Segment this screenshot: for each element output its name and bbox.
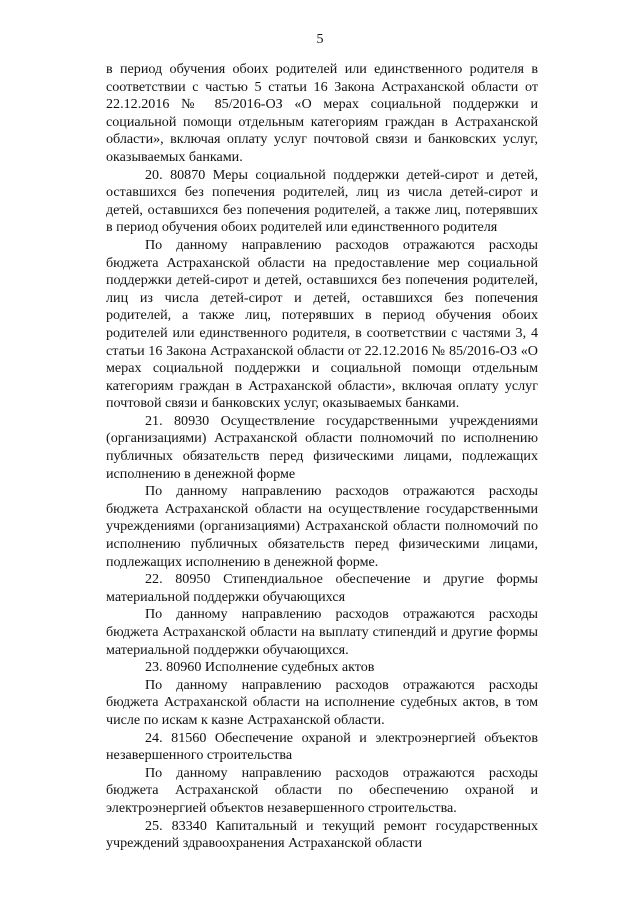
section-heading-20: 20. 80870 Меры социальной поддержки детей-сирот и детей, оставшихся без попечения родителей, лиц из числа детей-сирот и детей, оставшихся без попечения родителей, а также лиц, потерявших в период обучения обоих родителей или единственного родителя xyxy=(106,166,538,236)
section-body-21: По данному направлению расходов отражаются расходы бюджета Астраханской области на осуществление государственными учреждениями (организациями) Астраханской области полномочий по исполнению публичных обязательств перед физическими лицами, подлежащих исполнению в денежной форме. xyxy=(106,483,538,570)
section-heading-24: 24. 81560 Обеспечение охраной и электроэнергией объектов незавершенного строительства xyxy=(106,729,538,764)
section-body-24: По данному направлению расходов отражаются расходы бюджета Астраханской области по обеспечению охраной и электроэнергией объектов незавершенного строительства. xyxy=(106,764,538,816)
document-body xyxy=(106,61,538,853)
section-heading-23: 23. 80960 Исполнение судебных актов xyxy=(145,659,375,676)
page-number: 5 xyxy=(316,32,324,47)
section-heading-22: 22. 80950 Стипендиальное обеспечение и другие формы материальной поддержки обучающихся xyxy=(106,571,538,605)
section-body-20: По данному направлению расходов отражаются расходы бюджета Астраханской области на предоставление мер социальной поддержки детей-сирот и детей, оставшихся без попечения родителей, лиц из числа детей-сирот и детей, оставшихся без попечения родителей, а также лиц, потерявших в период обучения обоих родителей или единственного родителя, в соответствии с частями 3, 4 статьи 16 Закона Астраханской области от 22.12.2016 № 85/2016-ОЗ «О мерах социальной поддержки и социальной помощи отдельным категориям граждан в Астраханской области», включая оплату услуг почтовой связи и банковских услуг, оказываемых банками. xyxy=(106,236,538,412)
section-body-23: По данному направлению расходов отражаются расходы бюджета Астраханской области на исполнение судебных актов, в том числе по искам к казне Астраханской области. xyxy=(106,676,538,728)
paragraph-continuation: в период обучения обоих родителей или единственного родителя в соответствии с частью 5 статьи 16 Закона Астраханской области от 22.12.2016 № 85/2016-ОЗ «О мерах социальной поддержки и социальной помощи отдельным категориям граждан в Астраханской области», включая оплату услуг почтовой связи и банковских услуг, оказываемых банками. xyxy=(106,61,538,165)
section-heading-21: 21. 80930 Осуществление государственными учреждениями (организациями) Астраханской области полномочий по исполнению публичных обязательств перед физическими лицами, подлежащих исполнению в денежной форме xyxy=(106,412,538,482)
section-heading-25: 25. 83340 Капитальный и текущий ремонт государственных учреждений здравоохранения Астраханской области xyxy=(106,817,538,852)
section-body-22: По данному направлению расходов отражаются расходы бюджета Астраханской области на выплату стипендий и другие формы материальной поддержки обучающихся. xyxy=(106,606,538,658)
